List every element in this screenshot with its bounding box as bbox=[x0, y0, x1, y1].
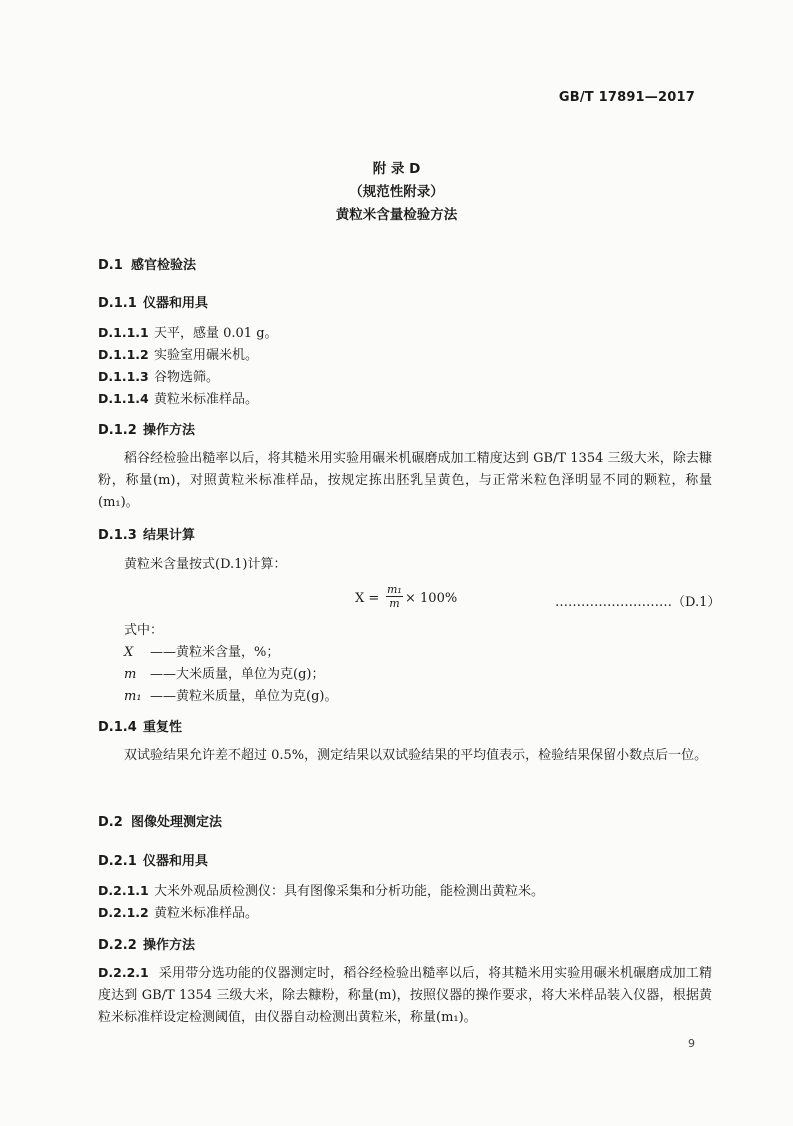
list-item bbox=[98, 902, 258, 921]
item-text: 黄粒米标准样品。 bbox=[154, 906, 259, 921]
item-number: D.2.1.2 bbox=[98, 905, 149, 920]
list-item bbox=[98, 344, 258, 363]
section-number: D.2.1 bbox=[98, 854, 137, 869]
section-number: D.1.3 bbox=[98, 528, 137, 543]
item-text: 大米外观品质检测仪：具有图像采集和分析功能，能检测出黄粒米。 bbox=[154, 884, 545, 899]
item-number: D.1.1.2 bbox=[98, 347, 149, 362]
section-d13-heading bbox=[98, 524, 195, 543]
item-number: D.2.1.1 bbox=[98, 883, 149, 898]
section-number: D.1 bbox=[98, 258, 123, 273]
page-number: 9 bbox=[688, 1037, 695, 1050]
item-text: 天平，感量 0.01 g。 bbox=[154, 326, 278, 341]
list-item bbox=[98, 388, 258, 407]
formula-d1 bbox=[0, 583, 793, 613]
section-number: D.1.1 bbox=[98, 296, 137, 311]
section-number: D.1.2 bbox=[98, 423, 137, 438]
list-item bbox=[98, 880, 544, 899]
section-d11-heading bbox=[98, 292, 208, 311]
paragraph: 双试验结果允许差不超过 0.5%，测定结果以双试验结果的平均值表示，检验结果保留小数点后一位。 bbox=[124, 748, 708, 763]
item-text: 谷物选筛。 bbox=[154, 370, 220, 385]
section-title: 仪器和用具 bbox=[143, 854, 209, 869]
list-item bbox=[98, 322, 278, 341]
item-number: D.2.2.1 bbox=[98, 965, 149, 980]
equation-number: ………………………（D.1） bbox=[555, 595, 721, 610]
item-number: D.1.1.3 bbox=[98, 369, 149, 384]
appendix-type: （规范性附录） bbox=[349, 184, 444, 200]
item-number: D.1.1.1 bbox=[98, 325, 149, 340]
paragraph: 黄粒米含量按式(D.1)计算： bbox=[124, 557, 287, 572]
paragraph-text: 采用带分选功能的仪器测定时，稻谷经检验出糙率以后，将其糙米用实验用碾米机碾磨成加工精度达到 GB/T 1354 三级大米，除去糠粉，称量(m)，按照仪器的操作要求，将大米样品装入仪器，根据黄粒米标准样设定检测阈值，由仪器自动检测出黄粒米，称量(m₁)。 bbox=[98, 966, 712, 1025]
section-title: 图像处理测定法 bbox=[131, 815, 223, 830]
variable-symbol: m₁ bbox=[124, 689, 142, 704]
variable-desc: ——大米质量，单位为克(g)； bbox=[150, 667, 325, 682]
variable-symbol: m bbox=[124, 667, 137, 682]
variable-desc: ——黄粒米含量，%； bbox=[150, 645, 280, 660]
appendix-title: 附 录 D bbox=[372, 161, 421, 177]
section-title: 操作方法 bbox=[143, 423, 196, 438]
section-d1-heading bbox=[98, 254, 196, 273]
section-title: 仪器和用具 bbox=[143, 296, 209, 311]
section-title: 感官检验法 bbox=[131, 258, 197, 273]
item-number: D.1.1.4 bbox=[98, 391, 149, 406]
section-d21-heading bbox=[98, 850, 208, 869]
formula-denominator: m bbox=[389, 597, 400, 610]
formula-fraction bbox=[386, 583, 403, 610]
formula-numerator: m₁ bbox=[387, 583, 402, 596]
paragraph bbox=[98, 962, 712, 1029]
where-label: 式中： bbox=[124, 623, 164, 638]
formula-multiplier: × 100% bbox=[405, 591, 458, 606]
section-title: 操作方法 bbox=[143, 938, 196, 953]
item-text: 黄粒米标准样品。 bbox=[154, 392, 259, 407]
paragraph: 稻谷经检验出糙率以后，将其糙米用实验用碾米机碾磨成加工精度达到 GB/T 1354 三级大米，除去糠粉，称量(m)，对照黄粒米标准样品，按规定拣出胚乳呈黄色，与正常米粒色泽明显不同的颗粒，称量(m₁)。 bbox=[98, 451, 712, 510]
variable-row bbox=[124, 663, 324, 682]
section-d12-heading bbox=[98, 419, 195, 438]
standard-code: GB/T 17891—2017 bbox=[558, 90, 695, 105]
variable-row bbox=[124, 685, 337, 704]
section-title: 结果计算 bbox=[143, 528, 196, 543]
formula-lhs: X = bbox=[355, 591, 380, 606]
section-title: 重复性 bbox=[143, 720, 183, 735]
section-number: D.1.4 bbox=[98, 720, 137, 735]
section-number: D.2.2 bbox=[98, 938, 137, 953]
item-text: 实验室用碾米机。 bbox=[154, 348, 259, 363]
section-d22-heading bbox=[98, 934, 195, 953]
list-item bbox=[98, 366, 219, 385]
section-d14-heading bbox=[98, 716, 182, 735]
variable-desc: ——黄粒米质量，单位为克(g)。 bbox=[150, 689, 338, 704]
section-d2-heading bbox=[98, 811, 222, 830]
variable-symbol: X bbox=[124, 645, 134, 660]
section-number: D.2 bbox=[98, 815, 123, 830]
variable-row bbox=[124, 641, 279, 660]
appendix-name: 黄粒米含量检验方法 bbox=[335, 207, 458, 223]
